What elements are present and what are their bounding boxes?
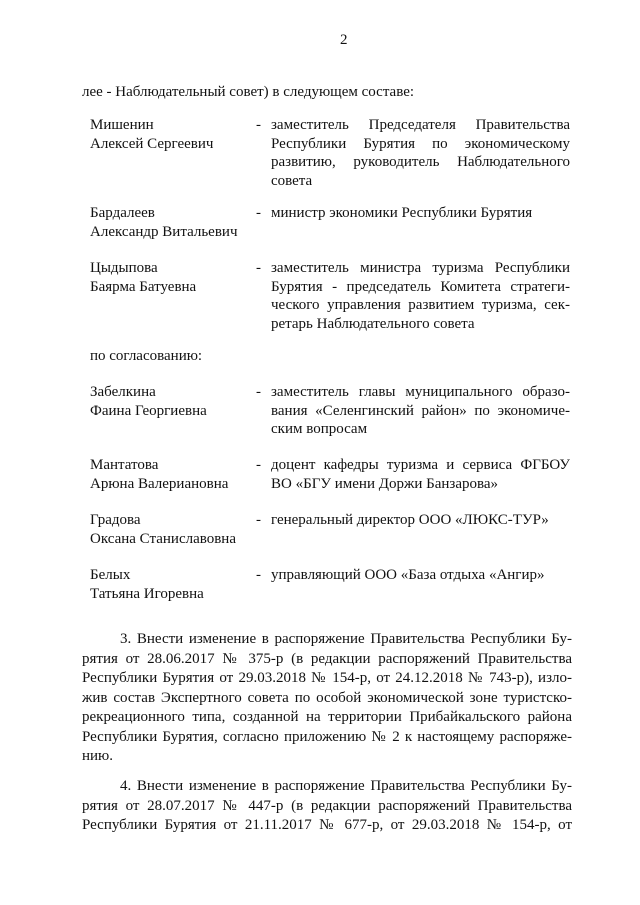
role-line: заместитель министра туризма Республики <box>271 260 570 276</box>
member-surname: Мантатова <box>90 457 159 473</box>
paragraph-line: 4. Внести изменение в распоряжение Правительства Республики Бу- <box>120 778 572 794</box>
member-surname: Цыдыпова <box>90 260 158 276</box>
dash-separator: - <box>256 117 261 133</box>
member-surname: Забелкина <box>90 384 156 400</box>
member-name <box>90 204 255 241</box>
member-given-names: Алексей Сергеевич <box>90 135 214 152</box>
member-given-names: Татьяна Игоревна <box>90 585 204 602</box>
paragraph-line: рекреационного типа, созданной на территории Прибайкальского района <box>82 709 572 725</box>
member-name <box>90 259 255 296</box>
member-name <box>90 511 255 548</box>
paragraph-line: Республики Бурятия, согласно приложению № 2 к настоящему распоряже- <box>82 728 572 745</box>
member-role <box>271 204 570 223</box>
member-given-names: Оксана Станиславовна <box>90 530 236 547</box>
paragraph-line: рятия от 28.07.2017 № 447-р (в редакции распоряжений Правительства <box>82 797 572 814</box>
member-role <box>271 383 570 439</box>
role-line: управляющий ООО «База отдыха «Ангир» <box>271 567 545 583</box>
paragraph <box>82 630 572 767</box>
member-name <box>90 116 255 153</box>
role-line: развитию, руководитель Наблюдательного <box>271 154 570 171</box>
member-given-names: Арюна Валериановна <box>90 475 229 492</box>
dash-separator: - <box>256 567 261 583</box>
member-name <box>90 383 255 420</box>
role-line: заместитель Председателя Правительства <box>271 117 570 133</box>
member-given-names: Баярма Батуевна <box>90 278 197 295</box>
role-line: ВО «БГУ имени Доржи Банзарова» <box>271 475 499 492</box>
paragraph-line: нию. <box>82 748 114 764</box>
paragraph <box>82 777 572 836</box>
paragraph-line: 3. Внести изменение в распоряжение Правительства Республики Бу- <box>120 631 572 647</box>
dash-separator: - <box>256 260 261 276</box>
role-line: Республики Бурятия по экономическому <box>271 135 570 152</box>
role-line: совета <box>271 172 313 189</box>
role-line: вания «Селенгинский район» по экономиче- <box>271 402 570 419</box>
member-surname: Мишенин <box>90 117 154 133</box>
dash-separator: - <box>256 512 261 528</box>
paragraph-line: рятия от 28.06.2017 № 375-р (в редакции распоряжений Правительства <box>82 650 572 667</box>
agreement-label: по согласованию: <box>90 348 203 364</box>
dash-separator: - <box>256 205 261 221</box>
member-surname: Белых <box>90 567 131 583</box>
role-line: ским вопросам <box>271 421 368 438</box>
member-name <box>90 566 255 603</box>
role-line: министр экономики Республики Бурятия <box>271 205 533 221</box>
member-name <box>90 456 255 493</box>
page-number: 2 <box>340 32 348 48</box>
role-line: доцент кафедры туризма и сервиса ФГБОУ <box>271 457 570 473</box>
dash-separator: - <box>256 457 261 473</box>
member-surname: Бардалеев <box>90 205 155 221</box>
member-role <box>271 259 570 333</box>
member-role <box>271 566 570 585</box>
role-line: Бурятия - председатель Комитета стратеги- <box>271 278 570 295</box>
member-surname: Градова <box>90 512 141 528</box>
member-given-names: Фаина Георгиевна <box>90 402 207 419</box>
paragraph-line: Республики Бурятия от 21.11.2017 № 677-р, от 29.03.2018 № 154-р, от <box>82 817 572 833</box>
role-line: ческого управления развитием туризма, сек- <box>271 297 570 314</box>
member-role <box>271 456 570 493</box>
member-role <box>271 116 570 190</box>
role-line: заместитель главы муниципального образо- <box>271 384 570 400</box>
role-line: ретарь Наблюдательного совета <box>271 315 475 332</box>
intro-line: лее - Наблюдательный совет) в следующем составе: <box>82 84 415 100</box>
member-given-names: Александр Витальевич <box>90 223 238 240</box>
paragraph-line: жив состав Экспертного совета по особой экономической зоне туристско- <box>82 689 572 706</box>
member-role <box>271 511 570 530</box>
paragraph-line: Республики Бурятия от 29.03.2018 № 154-р, от 24.12.2018 № 743-р), изло- <box>82 670 572 686</box>
dash-separator: - <box>256 384 261 400</box>
role-line: генеральный директор ООО «ЛЮКС-ТУР» <box>271 512 549 528</box>
